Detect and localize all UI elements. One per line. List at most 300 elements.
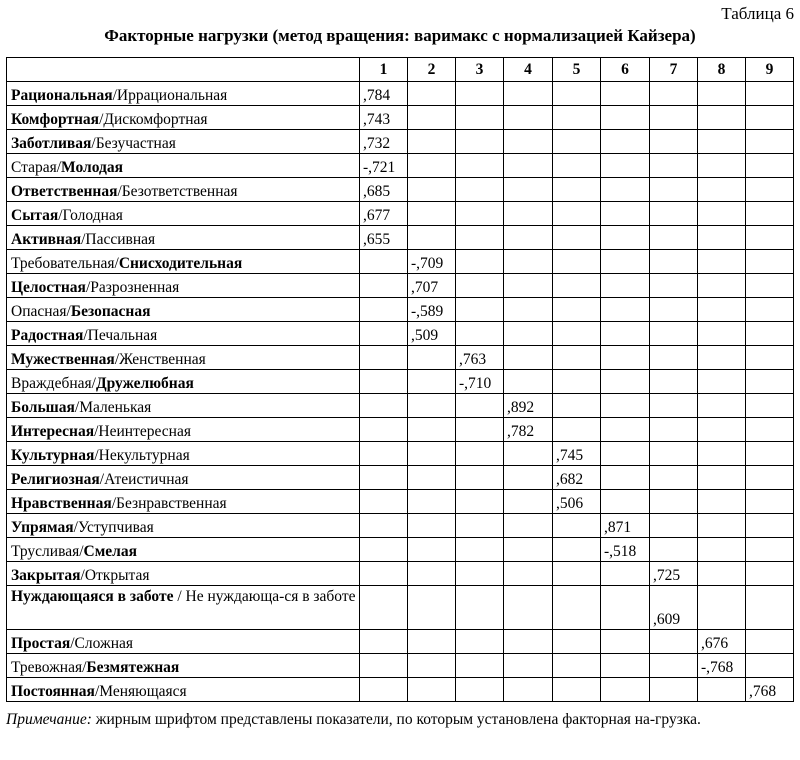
empty-cell [746,630,794,654]
empty-cell [698,322,746,346]
empty-cell [650,466,698,490]
loading-value: -,721 [360,154,408,178]
other-pole: /Печальная [83,327,158,344]
other-pole: Тревожная/ [11,659,87,676]
row-label [7,490,360,514]
empty-cell [456,82,504,106]
bold-pole: Большая [11,399,75,416]
row-label [7,466,360,490]
empty-cell [601,678,650,702]
bold-pole: Религиозная [11,471,100,488]
empty-cell [746,202,794,226]
table-row [7,678,794,702]
table-row [7,274,794,298]
bold-pole: Постоянная [11,683,95,700]
empty-cell [456,178,504,202]
empty-cell [650,130,698,154]
empty-cell [601,654,650,678]
empty-cell [698,154,746,178]
empty-cell [456,298,504,322]
other-pole: /Женственная [114,351,206,368]
empty-cell [746,394,794,418]
empty-cell [408,514,456,538]
empty-cell [746,106,794,130]
table-row [7,370,794,394]
empty-cell [746,654,794,678]
other-pole: Враждебная/ [11,375,96,392]
row-label [7,82,360,106]
empty-cell [408,678,456,702]
empty-cell [601,466,650,490]
empty-cell [504,442,553,466]
empty-cell [456,418,504,442]
empty-cell [650,106,698,130]
empty-cell [601,490,650,514]
empty-cell [360,562,408,586]
empty-cell [698,370,746,394]
table-row [7,466,794,490]
empty-cell [650,274,698,298]
other-pole: /Открытая [80,567,150,584]
empty-cell [456,202,504,226]
empty-cell [504,630,553,654]
table-row [7,82,794,106]
table-row [7,106,794,130]
table-row [7,630,794,654]
empty-cell [553,250,601,274]
bold-pole: Интересная [11,423,95,440]
bold-pole: Целостная [11,279,86,296]
empty-cell [360,630,408,654]
column-header: 3 [456,58,504,82]
empty-cell [553,106,601,130]
empty-cell [601,202,650,226]
empty-cell [360,466,408,490]
table-row [7,562,794,586]
table-row [7,538,794,562]
empty-cell [504,106,553,130]
empty-cell [456,514,504,538]
other-pole: /Безнравственная [111,495,227,512]
empty-cell [408,82,456,106]
empty-cell [553,202,601,226]
table-number: Таблица 6 [721,4,794,23]
empty-cell [553,370,601,394]
empty-cell [553,562,601,586]
empty-cell [650,490,698,514]
empty-cell [504,586,553,630]
empty-cell [504,298,553,322]
empty-cell [650,226,698,250]
empty-cell [601,370,650,394]
empty-cell [408,154,456,178]
empty-cell [408,466,456,490]
empty-cell [360,274,408,298]
empty-cell [601,226,650,250]
bold-pole: Активная [11,231,82,248]
empty-cell [408,370,456,394]
loading-value: ,682 [553,466,601,490]
empty-cell [650,322,698,346]
empty-cell [698,202,746,226]
table-note [6,710,794,729]
row-label [7,370,360,394]
column-header: 2 [408,58,456,82]
row-label [7,418,360,442]
empty-cell [504,514,553,538]
row-label [7,178,360,202]
empty-cell [746,538,794,562]
empty-cell [698,394,746,418]
other-pole: /Пассивная [81,231,156,248]
empty-cell [456,490,504,514]
empty-cell [456,250,504,274]
empty-cell [408,346,456,370]
row-label [7,514,360,538]
loading-value: ,685 [360,178,408,202]
loading-value: ,506 [553,490,601,514]
empty-cell [553,298,601,322]
empty-cell [456,630,504,654]
empty-cell [553,322,601,346]
empty-cell [698,442,746,466]
other-pole: /Безответственная [117,183,238,200]
empty-cell [601,106,650,130]
other-pole: /Безучастная [91,135,176,152]
empty-cell [553,226,601,250]
empty-cell [650,346,698,370]
empty-cell [553,346,601,370]
loading-value: ,768 [746,678,794,702]
empty-cell [601,586,650,630]
other-pole: /Атеистичная [99,471,189,488]
table-row [7,130,794,154]
empty-cell [601,394,650,418]
loading-value: ,745 [553,442,601,466]
empty-cell [456,274,504,298]
empty-cell [504,654,553,678]
table-row [7,322,794,346]
empty-cell [553,678,601,702]
empty-cell [553,274,601,298]
other-pole: Опасная/ [11,303,71,320]
empty-cell [456,678,504,702]
empty-cell [698,82,746,106]
table-row [7,154,794,178]
column-header: 4 [504,58,553,82]
empty-cell [408,418,456,442]
empty-cell [746,418,794,442]
empty-cell [698,490,746,514]
note-label: Примечание: [6,711,92,728]
table-body [7,82,794,702]
empty-cell [408,202,456,226]
empty-cell [408,178,456,202]
empty-cell [360,322,408,346]
empty-cell [698,274,746,298]
row-label [7,202,360,226]
empty-cell [746,442,794,466]
empty-cell [650,418,698,442]
empty-cell [601,322,650,346]
empty-cell [456,130,504,154]
loading-value: ,892 [504,394,553,418]
empty-cell [553,418,601,442]
empty-cell [360,298,408,322]
table-header-row [7,58,794,82]
empty-cell [650,514,698,538]
empty-cell [746,466,794,490]
bold-pole: Нравственная [11,495,112,512]
empty-cell [650,678,698,702]
empty-cell [650,298,698,322]
empty-cell [698,586,746,630]
empty-cell [601,298,650,322]
empty-cell [698,678,746,702]
loading-value: ,655 [360,226,408,250]
row-label [7,322,360,346]
column-header: 7 [650,58,698,82]
other-pole: /Разрозненная [85,279,180,296]
empty-cell [698,466,746,490]
empty-cell [553,586,601,630]
table-title: Факторные нагрузки (метод вращения: варимакс с нормализацией Кайзера) [104,26,696,45]
empty-cell [360,346,408,370]
empty-cell [360,678,408,702]
table-row [7,202,794,226]
empty-cell [504,202,553,226]
column-header: 1 [360,58,408,82]
table-row [7,418,794,442]
empty-cell [650,630,698,654]
other-pole: /Неинтересная [94,423,191,440]
empty-cell [408,442,456,466]
other-pole: Требовательная/ [11,255,119,272]
table-row [7,490,794,514]
bold-pole: Сытая [11,207,59,224]
empty-cell [456,154,504,178]
bold-pole: Мужественная [11,351,115,368]
note-text: жирным шрифтом представлены показатели, по которым установлена факторная на-грузка. [91,711,701,728]
row-label [7,346,360,370]
bold-pole: Упрямая [11,519,74,536]
empty-cell [746,490,794,514]
bold-pole: Дружелюбная [95,375,194,392]
empty-cell [553,154,601,178]
loading-value: ,871 [601,514,650,538]
row-label [7,630,360,654]
empty-cell [650,370,698,394]
row-label [7,538,360,562]
other-pole: /Дискомфортная [99,111,208,128]
empty-cell [360,490,408,514]
row-label [7,154,360,178]
empty-cell [456,654,504,678]
loading-value: ,784 [360,82,408,106]
empty-cell [504,678,553,702]
row-label [7,130,360,154]
empty-cell [601,82,650,106]
empty-cell [746,322,794,346]
empty-cell [601,130,650,154]
loading-value: -,709 [408,250,456,274]
loading-value: ,763 [456,346,504,370]
other-pole: / Не нуждающа-ся в заботе [173,588,356,605]
table-row [7,226,794,250]
empty-cell [650,202,698,226]
header-label-cell [7,58,360,82]
empty-cell [553,130,601,154]
empty-cell [360,586,408,630]
loading-value: ,509 [408,322,456,346]
empty-cell [601,562,650,586]
empty-cell [698,178,746,202]
empty-cell [650,250,698,274]
column-header: 5 [553,58,601,82]
bold-pole: Ответственная [11,183,118,200]
row-label [7,106,360,130]
empty-cell [360,418,408,442]
empty-cell [601,346,650,370]
empty-cell [698,418,746,442]
column-header: 6 [601,58,650,82]
table-row [7,514,794,538]
other-pole: /Иррациональная [112,87,228,104]
empty-cell [650,442,698,466]
row-label [7,586,360,630]
empty-cell [504,226,553,250]
other-pole: Старая/ [11,159,62,176]
empty-cell [601,250,650,274]
empty-cell [504,538,553,562]
empty-cell [456,466,504,490]
empty-cell [408,586,456,630]
empty-cell [601,274,650,298]
bold-pole: Смелая [83,543,137,560]
empty-cell [650,538,698,562]
empty-cell [504,154,553,178]
empty-cell [746,562,794,586]
bold-pole: Молодая [61,159,123,176]
empty-cell [601,154,650,178]
loading-value: ,743 [360,106,408,130]
empty-cell [746,586,794,630]
empty-cell [746,370,794,394]
empty-cell [360,538,408,562]
bold-pole: Безмятежная [86,659,180,676]
bold-pole: Заботливая [11,135,92,152]
empty-cell [408,562,456,586]
bold-pole: Рациональная [11,87,113,104]
empty-cell [601,630,650,654]
empty-cell [698,562,746,586]
bold-pole: Закрытая [11,567,81,584]
row-label [7,562,360,586]
empty-cell [456,226,504,250]
bold-pole: Простая [11,635,71,652]
bold-pole: Снисходительная [118,255,243,272]
empty-cell [746,226,794,250]
empty-cell [504,250,553,274]
loading-value: ,725 [650,562,698,586]
empty-cell [553,514,601,538]
empty-cell [504,322,553,346]
table-row [7,654,794,678]
empty-cell [698,346,746,370]
loading-value: -,710 [456,370,504,394]
empty-cell [408,490,456,514]
row-label [7,274,360,298]
empty-cell [746,178,794,202]
empty-cell [698,250,746,274]
row-label [7,250,360,274]
empty-cell [408,654,456,678]
loading-value: ,676 [698,630,746,654]
empty-cell [698,106,746,130]
empty-cell [456,562,504,586]
other-pole: /Голодная [58,207,123,224]
empty-cell [746,130,794,154]
bold-pole: Безопасная [70,303,151,320]
loading-value: -,518 [601,538,650,562]
empty-cell [746,346,794,370]
empty-cell [601,418,650,442]
loading-value: -,768 [698,654,746,678]
bold-pole: Радостная [11,327,84,344]
empty-cell [698,226,746,250]
empty-cell [746,250,794,274]
empty-cell [698,298,746,322]
bold-pole: Комфортная [11,111,100,128]
factor-loadings-table [6,57,794,702]
empty-cell [698,538,746,562]
empty-cell [553,82,601,106]
empty-cell [746,298,794,322]
empty-cell [553,178,601,202]
loading-value: ,707 [408,274,456,298]
other-pole: /Сложная [70,635,134,652]
table-row [7,250,794,274]
empty-cell [553,538,601,562]
empty-cell [601,178,650,202]
empty-cell [746,274,794,298]
other-pole: /Маленькая [74,399,152,416]
row-label [7,654,360,678]
empty-cell [504,274,553,298]
empty-cell [408,630,456,654]
empty-cell [456,394,504,418]
empty-cell [553,630,601,654]
empty-cell [360,250,408,274]
empty-cell [408,106,456,130]
empty-cell [650,154,698,178]
empty-cell [360,514,408,538]
empty-cell [746,154,794,178]
table-row [7,394,794,418]
empty-cell [504,178,553,202]
empty-cell [553,654,601,678]
empty-cell [360,394,408,418]
bold-pole: Нуждающаяся в заботе [11,588,174,605]
empty-cell [504,130,553,154]
empty-cell [504,562,553,586]
empty-cell [408,130,456,154]
empty-cell [456,586,504,630]
row-label [7,442,360,466]
empty-cell [698,130,746,154]
empty-cell [456,106,504,130]
other-pole: /Некультурная [94,447,190,464]
